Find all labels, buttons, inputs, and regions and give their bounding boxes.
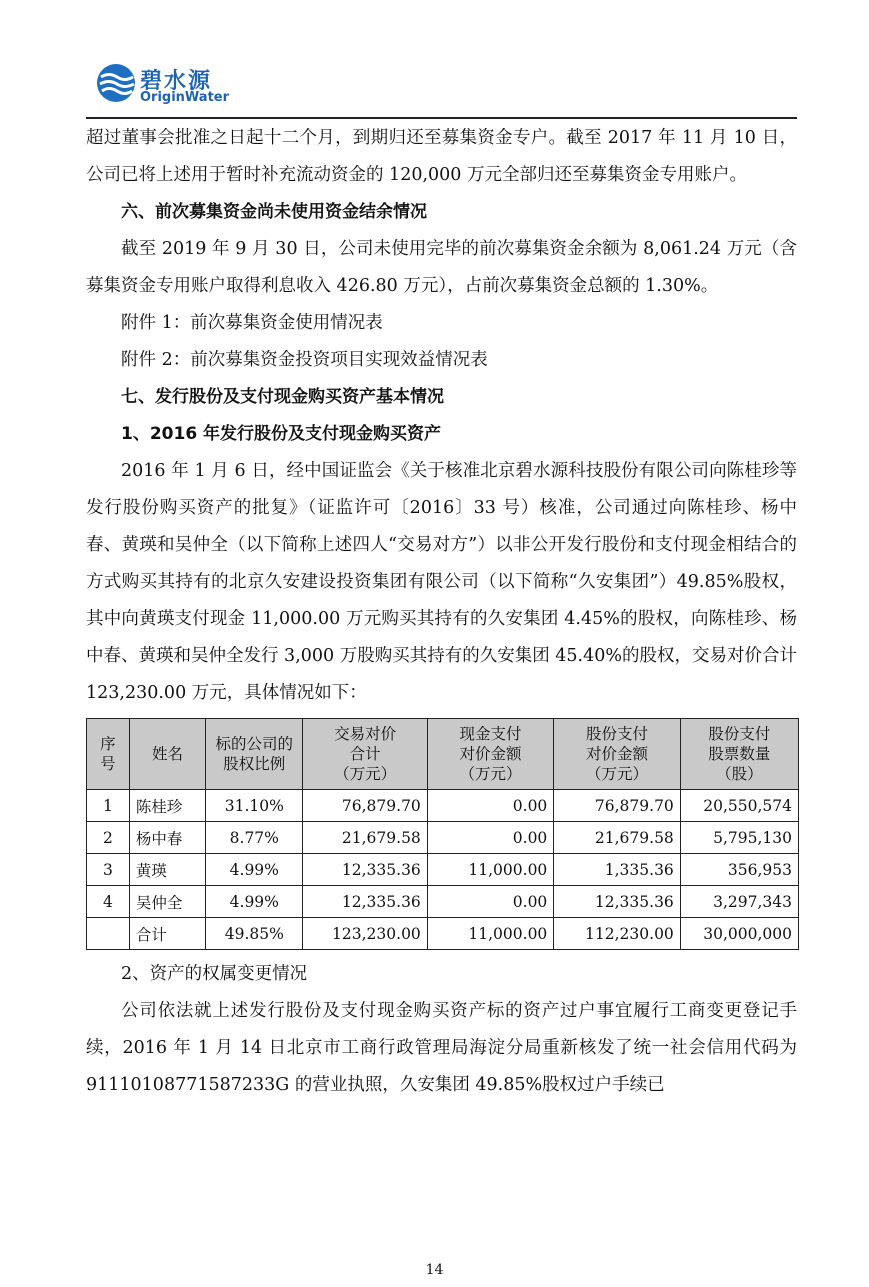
table-cell: 76,879.70 [303,790,427,822]
table-cell: 0.00 [427,886,554,918]
table-row [87,854,799,886]
table-cell: 杨中春 [129,822,205,854]
table-cell: 21,679.58 [303,822,427,854]
table-cell: 2 [87,822,130,854]
table-cell: 1,335.36 [554,854,681,886]
table-total-row [87,918,799,950]
table-cell: 3,297,343 [680,886,798,918]
table-cell: 112,230.00 [554,918,681,950]
header-cell: 标的公司的 股权比例 [206,719,303,790]
table-cell: 49.85% [206,918,303,950]
table-cell: 356,953 [680,854,798,886]
table-cell: 123,230.00 [303,918,427,950]
table-header-row [87,719,799,790]
table-cell: 0.00 [427,790,554,822]
table-cell: 30,000,000 [680,918,798,950]
attachment-1: 附件 1：前次募集资金使用情况表 [121,313,383,333]
table-cell: 黄瑛 [129,854,205,886]
table-cell: 76,879.70 [554,790,681,822]
table-cell: 合计 [129,918,205,950]
table-row [87,822,799,854]
table-cell: 4.99% [206,854,303,886]
table-cell: 20,550,574 [680,790,798,822]
subsection-heading-7-1: 1、2016 年发行股份及支付现金购买资产 [121,424,442,444]
table-cell: 陈桂珍 [129,790,205,822]
table-cell: 4 [87,886,130,918]
table-cell: 吴仲全 [129,886,205,918]
paragraph-acquisition: 2016 年 1 月 6 日，经中国证监会《关于核准北京碧水源科技股份有限公司向陈桂珍等发行股份购买资产的批复》（证监许可〔2016〕33 号）核准，公司通过向陈桂珍、杨中春、黄瑛和吴仲全（以下简称上述四人“交易对方”）以非公开发行股份和支付现金相结合的方式购买其持有的北京久安建设投资集团有限公司（以下简称“久安集团”）49.85%股权，其中向黄瑛支付现金 11,000.00 万元购买其持有的久安集团 4.45%的股权，向陈桂珍、杨中春、黄瑛和吴仲全发行 3,000 万股购买其持有的久安集团 45.40%的股权，交易对价合计 123,230.00 万元，具体情况如下： [86,461,798,703]
table-cell: 31.10% [206,790,303,822]
table-cell: 12,335.36 [554,886,681,918]
header-cell: 现金支付 对价金额 （万元） [427,719,554,790]
paragraph-unused-funds: 截至 2019 年 9 月 30 日，公司未使用完毕的前次募集资金余额为 8,061.24 万元（含募集资金专用账户取得利息收入 426.80 万元），占前次募集资金总额的 1.30%。 [86,239,797,296]
header-cell: 交易对价 合计 （万元） [303,719,427,790]
section-heading-6: 六、前次募集资金尚未使用资金结余情况 [121,202,427,222]
table-cell [87,918,130,950]
subsection-heading-7-2: 2、资产的权属变更情况 [121,964,308,984]
header-cell: 股份支付 股票数量 （股） [680,719,798,790]
page-number: 14 [425,1262,444,1278]
table-cell: 0.00 [427,822,554,854]
document-body [86,120,797,1104]
table-cell: 12,335.36 [303,854,427,886]
transaction-table [86,718,799,950]
attachment-2: 附件 2：前次募集资金投资项目实现效益情况表 [121,350,488,370]
table-cell: 5,795,130 [680,822,798,854]
table-cell: 4.99% [206,886,303,918]
section-heading-7: 七、发行股份及支付现金购买资产基本情况 [121,387,444,407]
page-header [0,0,869,120]
table-cell: 1 [87,790,130,822]
logo-text-cn: 碧水源 [140,69,213,94]
paragraph-continued: 超过董事会批准之日起十二个月，到期归还至募集资金专户。截至 2017 年 11 月 10 日，公司已将上述用于暂时补充流动资金的 120,000 万元全部归还至募集资金专用账户。 [86,128,797,185]
table-row [87,790,799,822]
header-cell: 序号 [87,719,130,790]
logo-text-en: OriginWater [140,90,230,105]
table-cell: 8.77% [206,822,303,854]
table-row [87,886,799,918]
table-cell: 11,000.00 [427,854,554,886]
table-cell: 12,335.36 [303,886,427,918]
table-cell: 21,679.58 [554,822,681,854]
table-cell: 3 [87,854,130,886]
header-cell: 姓名 [129,719,205,790]
paragraph-ownership-change: 公司依法就上述发行股份及支付现金购买资产标的资产过户事宜履行工商变更登记手续，2016 年 1 月 14 日北京市工商行政管理局海淀分局重新核发了统一社会信用代码为 91110108771587233G 的营业执照，久安集团 49.85%股权过户手续已 [86,1001,797,1095]
header-divider [86,117,797,119]
table-cell: 11,000.00 [427,918,554,950]
header-cell: 股份支付 对价金额 （万元） [554,719,681,790]
